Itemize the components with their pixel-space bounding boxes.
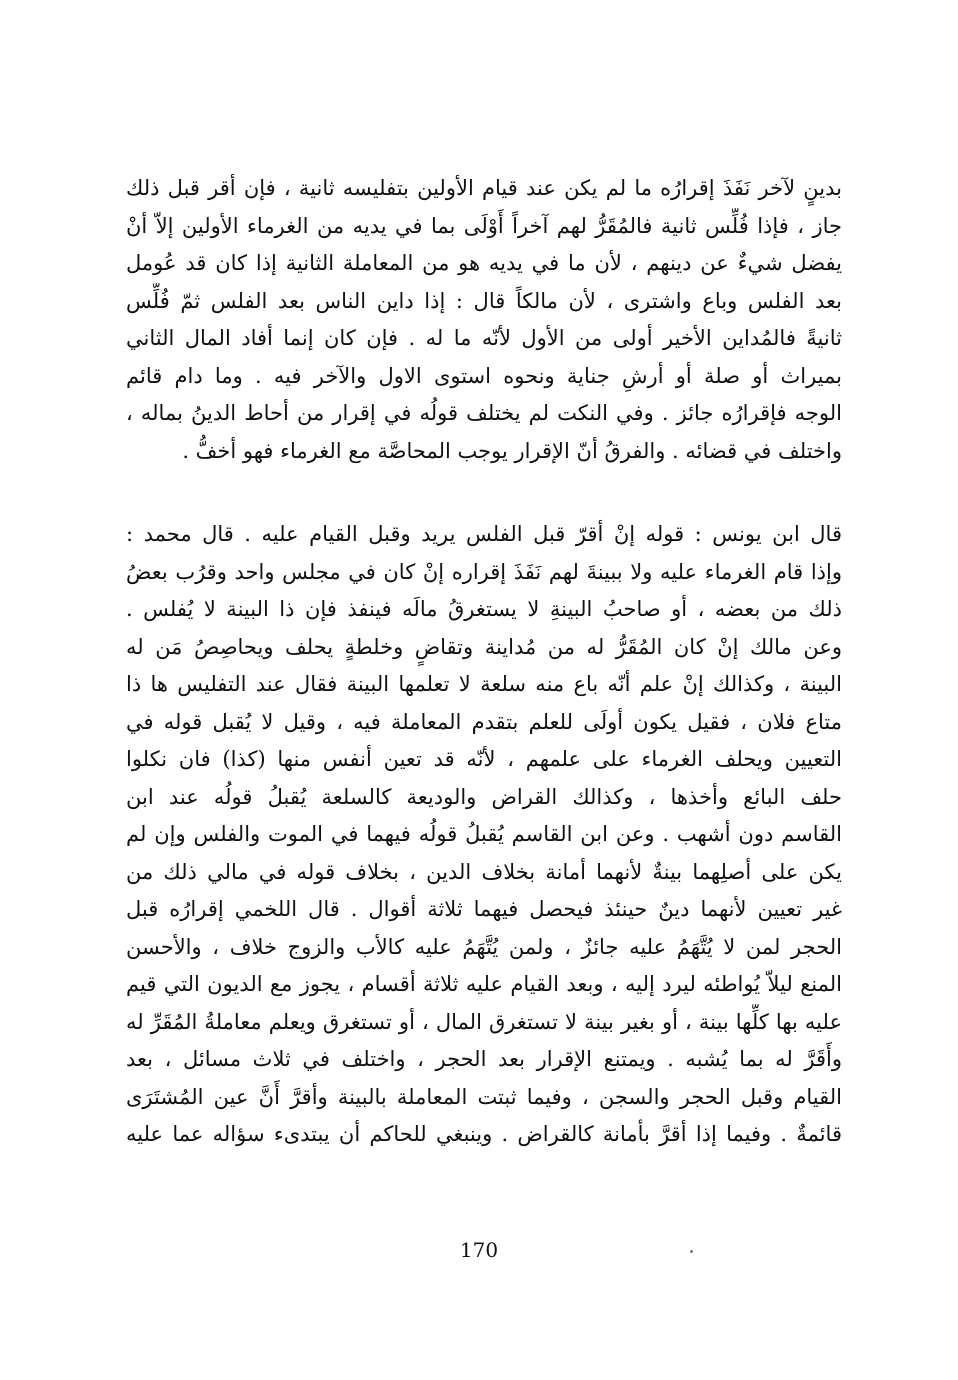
text-line: حلف البائع وأخذها ، وكذالك القراض والوديعة كالسلعة يُقبلُ قولُه عند ابن — [126, 784, 842, 809]
text-line: وأَقَرَّ له بما يُشبه . ويمتنع الإقرار بعد الحجر ، واختلف في ثلاث مسائل ، بعد — [126, 1047, 842, 1071]
text-line: الوجه فإقرارُه جائز . وفي النكت لم يختلف قولُه في إقرار من أحاط الدينُ بماله ، — [126, 401, 842, 425]
text-line: جاز ، فإذا فُلِّس ثانية فالمُقَرُّ لهم آخراً أَوْلَى بما في يديه من الغرماء الأولين إلاّ أنْ — [126, 213, 842, 238]
text-line: التعيين ويحلف الغرماء على علمهم ، لأنّه قد تعين أنفس منها (كذا) فان نكلوا — [126, 747, 842, 771]
text-line: البينة ، وكذالك إنْ علم أنّه باع منه سلعة لا تعلمها البينة فقال عند التفليس ها ذا — [126, 672, 842, 696]
text-line: وإذا قام الغرماء عليه ولا ببينةَ لهم نَفَذَ إقراره إنْ كان في مجلس واحد وقرُب بعضُ — [126, 559, 842, 584]
page-number: 170 — [459, 1238, 499, 1262]
text-line: بدينٍ لآخر نَفَذَ إقرارُه ما لم يكن عند قيام الأولين بتفليسه ثانية ، فإن أقر قبل ذلك — [126, 176, 842, 200]
text-line: يفضل شيءٌ عن دينهم ، لأن ما في يديه هو من المعاملة الثانية إذا كان قد عُومل — [126, 251, 842, 275]
text-line: غير تعيين لأنهما دينٌ حينئذ فيحصل فيهما ثلاثة أقوال . قال اللخمي إقرارُه قبل — [126, 897, 842, 921]
text-line: قال ابن يونس : قوله إنْ أقرّ قبل الفلس يريد وقبل القيام عليه . قال محمد : — [126, 522, 842, 546]
paragraph-1 — [126, 170, 842, 470]
text-line: بميراث أو صلة أو أرشِ جناية ونحوه استوى الاول والآخر فيه . وما دام قائم — [126, 363, 842, 388]
text-line: واختلف في قضائه . والفرقُ أنّ الإقرار يوجب المحاصَّة مع الغرماء فهو أخفُّ . — [182, 438, 842, 463]
text-line: القاسم دون أشهب . وعن ابن القاسم يُقبلُ قولُه فيهما في الموت والفلس وإن لم — [126, 822, 842, 846]
text-line: الحجر لمن لا يُتَّهَمُ عليه جائزٌ ، ولمن يُتَّهَمُ عليه كالأب والزوج خلاف ، والأحسن — [126, 934, 842, 959]
text-line: عليه بها كلِّها بينة ، أو بغير بينة لا تستغرق المال ، أو تستغرق ويعلم معاملةُ المُقَرِّ له — [126, 1009, 842, 1034]
text-line: ذلك من بعضه ، أو صاحبُ البينةِ لا يستغرقُ مالَه فينفذ فإن ذا البينة لا يُفلس . — [126, 597, 842, 621]
text-line: بعد الفلس وباع واشترى ، لأن مالكاً قال : إذا داين الناس بعد الفلس ثمّ فُلِّس — [126, 288, 842, 313]
text-line: وعن مالك إنْ كان المُقَرُّ له من مُداينة وتقاضٍ وخلطةٍ يحلف ويحاصِصُ مَن له — [126, 634, 842, 659]
text-line: متاع فلان ، فقيل يكون أولَى للعلم بتقدم المعاملة فيه ، وقيل لا يُقبل قوله في — [126, 709, 842, 734]
scan-speck — [690, 1250, 693, 1253]
text-line: يكن على أصلِهما بينةٌ لأنهما أمانة بخلاف الدين ، بخلاف قوله في مالي ذلك من — [126, 859, 842, 884]
text-line: المنع ليلاّ يُواطئه ليرد إليه ، وبعد القيام عليه ثلاثة أقسام ، يجوز مع الديون التي قيم — [126, 972, 842, 996]
paragraph-2 — [126, 516, 842, 1154]
text-line: ثانيةً فالمُداين الأخير أولى من الأول لأنّه ما له . فإن كان إنما أفاد المال الثاني — [126, 326, 842, 350]
text-line: قائمةٌ . وفيما إذا أقرَّ بأمانة كالقراض . وينبغي للحاكم أن يبتدىء سؤاله عما عليه — [126, 1122, 842, 1146]
text-line: القيام وقبل الحجر والسجن ، وفيما ثبتت المعاملة بالبينة وأقرَّ أَنَّ عين المُشتَرَى — [126, 1084, 842, 1109]
